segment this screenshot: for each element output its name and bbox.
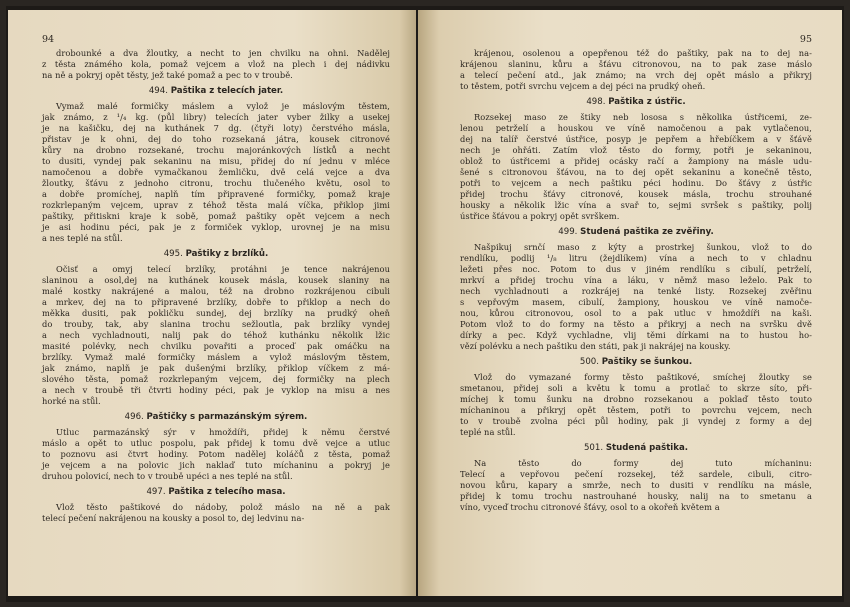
text-line: to dusiti, vyndej pak sekaninu na misu, přidej do ní jednu v mléce xyxy=(42,156,390,166)
page-content xyxy=(460,48,812,513)
recipe-number: 495. xyxy=(163,249,183,259)
text-line: šené s citronovou šťávou, na to dej opět sekaninu a konečně těsto, xyxy=(460,167,812,177)
text-line: kůry na drobno rozsekané, trochu majoránkových lístků a necht xyxy=(42,145,390,155)
paragraph xyxy=(460,112,812,222)
recipe-title: Paštika z ústřic. xyxy=(608,97,686,107)
page-content xyxy=(42,48,390,524)
text-line: víno, vyceď trochu citronové šťávy, osol to a okořeň květem a xyxy=(460,502,720,512)
text-line: slového těsta, pomaž rozkrlepaným vejcem, dej formičky na plech xyxy=(42,374,390,384)
left-page xyxy=(8,10,416,596)
text-line: druhou polovicí, nech to v troubě upéci a nes teplé na stůl. xyxy=(42,471,293,481)
text-line: smetanou, přidej soli a květu k tomu a protlač to skrze síto, při- xyxy=(460,383,812,393)
right-page xyxy=(418,10,842,596)
paragraph xyxy=(460,458,812,513)
text-line: oblož to ústřicemi a přidej ocásky račí a žampiony na másle udu- xyxy=(460,156,812,166)
text-line: horké na stůl. xyxy=(42,396,101,406)
text-line: Utluc parmazánský sýr v hmoždíři, přidej k němu čerstvé xyxy=(56,427,390,437)
text-line: rozkrlepaným vejcem, uprav z téhož těsta malá víčka, přiklop jimi xyxy=(42,200,390,210)
text-line: vězí polévku a nech paštiku den státi, pak ji nakrájej na kousky. xyxy=(460,341,731,351)
recipe-number: 501. xyxy=(583,443,604,453)
text-line: masité polévky, nech chvilku povařiti a proceď pak omáčku na xyxy=(42,341,390,351)
paragraph xyxy=(42,427,390,482)
page-number: 95 xyxy=(799,34,812,45)
text-line: z těsta známého kola, pomaž vejcem a vlož na plech i dej nádivku xyxy=(42,59,390,69)
recipe-number: 499. xyxy=(558,227,578,237)
recipe-number: 497. xyxy=(146,487,166,497)
recipe-number: 500. xyxy=(579,357,599,367)
text-line: přistav je k ohni, dej do toho rozsekaná játra, kousek citronové xyxy=(42,134,390,144)
recipe-heading xyxy=(460,96,812,109)
paragraph xyxy=(42,48,390,81)
text-line: malé kostky nakrájené a malou, též na drobno rozkrájenou cibuli xyxy=(42,286,390,296)
text-line: slaninou a osol,dej na kuthánek kousek másla, kousek slaniny na xyxy=(42,275,390,285)
text-line: rendlíku, podlij ¹/₈ litru (žejdlíkem) vína a nech to v chladnu xyxy=(460,253,812,263)
text-line: namočenou a dobře vymačkanou žemličku, dvě celá vejce a dva xyxy=(42,167,390,177)
text-line: míchej k tomu šunku na drobno rozsekanou a poklaď těsto touto xyxy=(460,394,812,404)
recipe-number: 494. xyxy=(148,86,168,96)
recipe-title: Studená paštika ze zvěřiny. xyxy=(580,227,714,237)
text-line: a telecí pečení atd., jak známo; na vrch dej opět máslo a přikryj xyxy=(460,70,812,80)
text-line: potři to vejcem a nech paštiku péci hodinu. Do šťávy z ústřic xyxy=(460,178,812,188)
text-line: Potom vlož to do formy na těsto a přikryj a nech na svršku dvě xyxy=(460,319,812,329)
text-line: míchaninou a přikryj opět těstem, potři to povrchu vejcem, nech xyxy=(460,405,812,415)
text-line: paštiky, přitiskni kraje k sobě, pomaž paštiky opět vejcem a nech xyxy=(42,211,390,221)
text-line: teplé na stůl. xyxy=(460,427,516,437)
text-line: Vlož do vymazané formy těsto paštikové, smíchej žloutky se xyxy=(474,372,812,382)
page-number: 94 xyxy=(42,34,55,45)
recipe-title: Paštičky s parmazánským sýrem. xyxy=(146,412,308,422)
text-line: dej na talíř čerstvé ústřice, posyp je pepřem a hřebíčkem a v šťávě xyxy=(460,134,812,144)
recipe-number: 496. xyxy=(124,412,144,422)
text-line: to těstem, potři svrchu vejcem a dej péci na prudký oheň. xyxy=(460,81,706,91)
text-line: a dobře promíchej, naplň tím připravené formičky, pomaž kraje xyxy=(42,189,390,199)
text-line: a nes teplé na stůl. xyxy=(42,233,123,243)
text-line: telecí pečení nakrájenou na kousky a posol to, dej ledvinu na- xyxy=(42,513,305,523)
text-line: s vepřovým masem, cibulí, žampiony, houskou ve víně namoče- xyxy=(460,297,812,307)
text-line: Vlož těsto paštikové do nádoby, polož máslo na ně a pak xyxy=(56,502,390,512)
open-book xyxy=(6,6,844,602)
recipe-heading xyxy=(460,226,812,239)
text-line: a nech vychladnouti, nalij pak do téhož kuthánku několik lžic xyxy=(42,330,390,340)
paragraph xyxy=(42,502,390,524)
paragraph xyxy=(42,101,390,244)
recipe-heading xyxy=(42,486,390,499)
text-line: jak známo, naplň je pak dušenými brzlíky, přiklop víčkem z má- xyxy=(42,363,390,373)
text-line: Vymaž malé formičky máslem a vylož je máslovým těstem, xyxy=(56,101,390,111)
text-line: přidej trochu šťávy citronové, kousek másla, trochu strouhané xyxy=(460,189,812,199)
text-line: a mrkev, dej na to připravené brzlíky, dobře to přiklop a nech do xyxy=(42,297,390,307)
recipe-heading xyxy=(42,411,390,424)
recipe-title: Paštiky se šunkou. xyxy=(601,357,693,367)
text-line: Očisť a omyj telecí brzlíky, protáhni je tence nakrájenou xyxy=(56,264,390,274)
text-line: krájenou slaninu, kůru a šťávu citronovou, na to pak zase máslo xyxy=(460,59,812,69)
text-line: dírky a pec. Když vychladne, vlij těmi dírkami na to hustou ho- xyxy=(460,330,812,340)
text-line: krájenou, osolenou a opepřenou též do paštiky, pak na to dej na- xyxy=(474,48,812,58)
recipe-title: Paštika z telecího masa. xyxy=(168,487,286,497)
text-line: je asi hodinu péci, pak je z formiček vyklop, urovnej je na misu xyxy=(42,222,390,232)
text-line: mrkví a přidej trochu vína a láku, v němž maso leželo. Pak to xyxy=(460,275,812,285)
paragraph xyxy=(42,264,390,407)
recipe-title: Paštika z telecích jater. xyxy=(170,86,284,96)
text-line: žloutky, šťávu z jednoho citronu, trochu tlučeného květu, osol to xyxy=(42,178,390,188)
text-line: přidej k tomu trochu nastrouhané housky, nalij na to smetanu a xyxy=(460,491,812,501)
text-line: Rozsekej maso ze štiky neb lososa s několika ústřicemi, ze- xyxy=(474,112,812,122)
paragraph xyxy=(460,48,812,92)
text-line: Našpikuj srnčí maso z kýty a prostrkej šunkou, vlož to do xyxy=(474,242,812,252)
recipe-heading xyxy=(42,85,390,98)
text-line: jak známo, z ¹/₄ kg. (půl libry) telecích jater vyber žilky a usekej xyxy=(42,112,390,122)
text-line: nech vychladnouti a rozkrájej na tenké listy. Rozsekej zvěřinu xyxy=(460,286,812,296)
text-line: je na kašičku, dej na kuthánek 7 dg. (čtyři loty) čerstvého másla, xyxy=(42,123,390,133)
text-line: brzlíky. Vymaž malé formičky máslem a vylož máslovým těstem, xyxy=(42,352,390,362)
text-line: to v troubě zvolna péci půl hodiny, pak ji vyndej z formy a dej xyxy=(460,416,812,426)
text-line: to poznovu asi čtvrt hodiny. Potom nadělej koláčů z těsta, pomaž xyxy=(42,449,390,459)
text-line: lenou petrželí a houskou ve víně namočenou a pak vytlačenou, xyxy=(460,123,812,133)
recipe-heading xyxy=(460,442,812,455)
text-line: do trouby, tak, aby slanina trochu sežloutla, pak brzlíky vyndej xyxy=(42,319,390,329)
recipe-heading xyxy=(460,356,812,369)
text-line: ústřice šťávou a pokryj opět svrškem. xyxy=(460,211,620,221)
text-line: je vejcem a na polovic jich naklaď tuto míchaninu a pokryj je xyxy=(42,460,390,470)
recipe-title: Paštiky z brzlíků. xyxy=(185,249,269,259)
paragraph xyxy=(460,372,812,438)
text-line: Na těsto do formy dej tuto míchaninu: xyxy=(474,458,812,468)
text-line: ležeti přes noc. Potom to dus v jiném rendlíku s cibulí, petrželí, xyxy=(460,264,812,274)
recipe-heading xyxy=(42,248,390,261)
text-line: nech je ohřáti. Zatím vlož těsto do formy, potři je sekaninou, xyxy=(460,145,812,155)
text-line: housky a několik lžic vína a svař to, sejmi svršek s paštiky, polij xyxy=(460,200,812,210)
text-line: měkka dusiti, pak pokličku sundej, dej brzlíky na prudký oheň xyxy=(42,308,390,318)
text-line: a nech v troubě tři čtvrti hodiny péci, pak je vyklop na misu a nes xyxy=(42,385,390,395)
text-line: novou kůru, kapary a smrže, nech to dusiti v rendlíku na másle, xyxy=(460,480,812,490)
recipe-number: 498. xyxy=(586,97,606,107)
recipe-title: Studená paštika. xyxy=(605,443,689,453)
text-line: máslo a opět to utluc pospolu, pak přidej k tomu dvě vejce a utluc xyxy=(42,438,390,448)
paragraph xyxy=(460,242,812,352)
text-line: Telecí a vepřovou pečení rozsekej, též sardele, cibuli, citro- xyxy=(460,469,812,479)
text-line: drobounké a dva žloutky, a necht to jen chvilku na ohni. Nadělej xyxy=(56,48,390,58)
text-line: na ně a pokryj opět těsty, jež také pomaž a pec to v troubě. xyxy=(42,70,293,80)
text-line: nou, kůrou citronovou, osol to a pak utluc v hmoždíři na kaši. xyxy=(460,308,812,318)
